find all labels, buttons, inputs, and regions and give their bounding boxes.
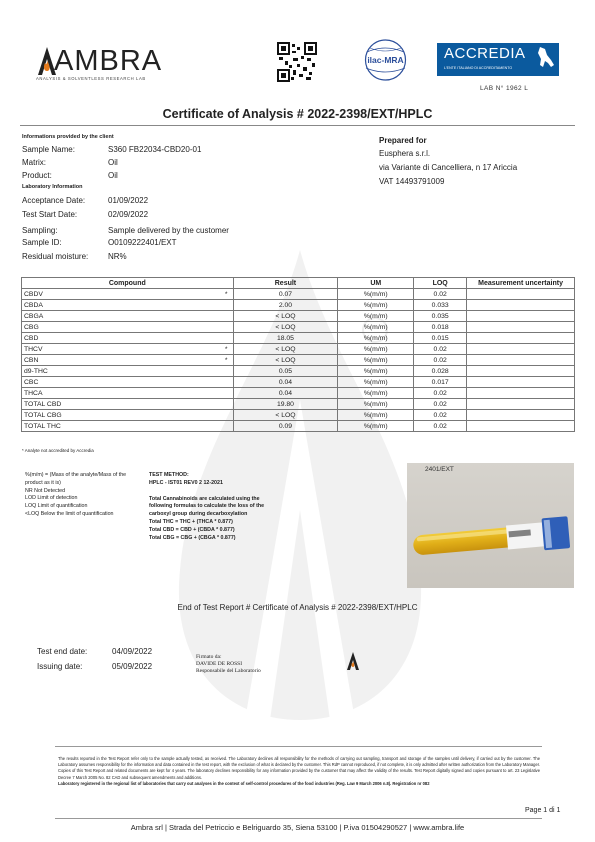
title-divider: [20, 125, 575, 126]
loq-cell-text: 0.035: [431, 312, 449, 320]
ambra-logo: [36, 45, 186, 85]
uncertainty-cell: [467, 311, 575, 322]
compound-cell: [22, 322, 234, 333]
table-row: [22, 388, 575, 399]
test-method: [149, 472, 279, 542]
compound-cell-text: CBDV: [24, 290, 43, 298]
table-row: [22, 322, 575, 333]
table-row: [22, 289, 575, 300]
um-cell: [338, 311, 414, 322]
loq-cell: [414, 300, 467, 311]
not-accredited-marker: *: [224, 290, 228, 298]
um-cell-text: %(m/m): [363, 323, 388, 331]
result-cell-text: 18.05: [276, 334, 294, 342]
loq-cell-text: 0.02: [433, 290, 447, 298]
result-cell-text: 0.05: [278, 367, 293, 375]
result-cell-text: < LOQ: [275, 323, 296, 331]
sample-name-label: Sample Name:: [22, 145, 75, 154]
table-row: [22, 333, 575, 344]
legend-item: LOQ Limit of quantification: [25, 503, 88, 510]
signer-name: DAVIDE DE ROSSI: [196, 661, 243, 667]
loq-cell: [414, 322, 467, 333]
loq-cell-text: 0.018: [431, 323, 449, 331]
method-description: Total Cannabinoids are calculated using the following formulas to calculate the loss of the carboxyl group during decarboxylation: [149, 495, 265, 518]
qr-code-icon: [277, 42, 317, 82]
loq-cell: [414, 388, 467, 399]
result-cell: [233, 333, 338, 344]
compound-cell: [22, 410, 234, 421]
table-row: [22, 399, 575, 410]
test-end-date-label: Test end date:: [37, 647, 88, 656]
photo-label: 2401/EXT: [425, 466, 454, 473]
loq-cell: [414, 399, 467, 410]
loq-cell: [414, 410, 467, 421]
table-row: [22, 377, 575, 388]
uncertainty-header: Measurement uncertainty: [467, 278, 575, 289]
result-cell-text: < LOQ: [275, 356, 296, 364]
table-row: [22, 355, 575, 366]
result-cell-text: 0.04: [278, 389, 293, 397]
loq-cell: [414, 289, 467, 300]
um-cell: [338, 333, 414, 344]
um-cell-text: %(m/m): [363, 400, 388, 408]
result-cell-text: 0.04: [278, 378, 293, 386]
result-cell-text: 19.80: [276, 400, 294, 408]
um-cell-text: %(m/m): [363, 312, 388, 320]
um-cell: [338, 410, 414, 421]
header: [0, 0, 595, 100]
accredia-text: ACCREDIA: [444, 45, 526, 62]
legend: [25, 472, 145, 519]
loq-cell-text: 0.017: [431, 378, 449, 386]
signer-role: Responsabile del Laboratorio: [196, 668, 261, 674]
um-cell: [338, 300, 414, 311]
results-table: [21, 277, 575, 432]
loq-cell-text: 0.02: [433, 345, 447, 353]
compound-cell-text: CBDA: [24, 301, 43, 309]
matrix-label: Matrix:: [22, 158, 46, 167]
result-cell: [233, 289, 338, 300]
result-cell: [233, 355, 338, 366]
loq-cell: [414, 421, 467, 432]
loq-cell: [414, 344, 467, 355]
acceptance-date-label: Acceptance Date:: [22, 196, 86, 205]
acceptance-date-value: 01/09/2022: [108, 196, 149, 205]
uncertainty-cell: [467, 399, 575, 410]
loq-cell: [414, 355, 467, 366]
uncertainty-cell: [467, 355, 575, 366]
compound-cell: [22, 355, 234, 366]
um-cell-text: %(m/m): [363, 378, 388, 386]
legend-item: %(m/m) = (Mass of the analyte/Mass of the product as it is): [25, 472, 127, 486]
loq-cell-text: 0.028: [431, 367, 449, 375]
um-cell-text: %(m/m): [363, 356, 388, 364]
loq-cell: [414, 366, 467, 377]
legend-item: LOD Limit of detection: [25, 495, 78, 502]
sample-photo: [407, 463, 574, 588]
um-cell-text: %(m/m): [363, 422, 388, 430]
compound-cell: [22, 300, 234, 311]
prepared-for-title: Prepared for: [379, 136, 427, 145]
uncertainty-cell: [467, 421, 575, 432]
loq-cell: [414, 377, 467, 388]
lab-section-label: Laboratory Information: [22, 184, 83, 190]
page-number: Page 1 di 1: [525, 807, 561, 814]
ambra-stamp-icon: [346, 652, 360, 670]
uncertainty-cell: [467, 333, 575, 344]
compound-cell: [22, 344, 234, 355]
compound-cell: [22, 399, 234, 410]
legend-item: <LOQ Below the limit of quantification: [25, 510, 114, 517]
um-cell: [338, 344, 414, 355]
um-cell: [338, 366, 414, 377]
loq-cell-text: 0.015: [431, 334, 449, 342]
compound-cell: [22, 289, 234, 300]
result-cell: [233, 399, 338, 410]
um-cell-text: %(m/m): [363, 411, 388, 419]
ilac-text: ilac-MRA: [367, 55, 404, 65]
um-cell: [338, 377, 414, 388]
registration-text: Laboratory registered in the regional list of laboratories that carry out analyses in the context of self-control procedures of the food industries (Reg. Law 9 March 2006 n.8). Registration nr 082: [58, 780, 430, 786]
loq-cell-text: 0.02: [433, 422, 447, 430]
bottom-divider: [55, 818, 542, 819]
table-row: [22, 300, 575, 311]
compound-cell: [22, 388, 234, 399]
loq-cell: [414, 333, 467, 344]
client-vat: VAT 14493791009: [379, 177, 445, 186]
sample-id-label: Sample ID:: [22, 238, 62, 247]
accreditation-note: * Analyte not accredited by Accredia: [22, 448, 94, 453]
end-of-report: End of Test Report # Certificate of Analysis # 2022-2398/EXT/HPLC: [177, 603, 418, 612]
test-end-date-value: 04/09/2022: [112, 647, 153, 656]
loq-cell-text: 0.02: [433, 389, 447, 397]
sample-name-value: S360 FB22034-CBD20-01: [108, 145, 202, 154]
uncertainty-cell: [467, 388, 575, 399]
compound-cell-text: CBGA: [24, 312, 44, 320]
footer-divider: [55, 746, 542, 747]
sampling-value: Sample delivered by the customer: [108, 226, 229, 235]
page-title: Certificate of Analysis # 2022-2398/EXT/HPLC: [162, 107, 433, 121]
uncertainty-cell: [467, 300, 575, 311]
signed-by-label: Firmato da:: [196, 654, 222, 660]
client-section-label: Informations provided by the client: [22, 134, 114, 140]
test-start-date-value: 02/09/2022: [108, 210, 149, 219]
legend-item: NR Not Detected: [25, 487, 66, 494]
loq-cell-text: 0.02: [433, 356, 447, 364]
formula-thc: Total THC = THC + (THCA * 0.877): [149, 518, 233, 525]
compound-cell-text: CBC: [24, 378, 39, 386]
issuing-date-label: Issuing date:: [37, 662, 83, 671]
loq-cell-text: 0.033: [431, 301, 449, 309]
not-accredited-marker: *: [224, 345, 228, 353]
um-cell-text: %(m/m): [363, 301, 388, 309]
result-cell: [233, 366, 338, 377]
um-header: UM: [338, 278, 414, 289]
table-header-row: [22, 278, 575, 289]
compound-cell-text: CBN: [24, 356, 39, 364]
um-cell-text: %(m/m): [363, 334, 388, 342]
compound-cell-text: TOTAL THC: [24, 422, 61, 430]
sample-vial-icon: [407, 463, 574, 588]
result-cell-text: < LOQ: [275, 312, 296, 320]
loq-cell: [414, 311, 467, 322]
compound-cell-text: TOTAL CBD: [24, 400, 62, 408]
loq-cell-text: 0.02: [433, 411, 447, 419]
not-accredited-marker: *: [224, 356, 228, 364]
result-cell-text: 0.09: [278, 422, 293, 430]
issuing-date-value: 05/09/2022: [112, 662, 153, 671]
compound-cell-text: TOTAL CBG: [24, 411, 62, 419]
result-cell: [233, 410, 338, 421]
compound-cell: [22, 366, 234, 377]
method-title: TEST METHOD:: [149, 472, 189, 478]
uncertainty-cell: [467, 289, 575, 300]
result-cell: [233, 388, 338, 399]
result-cell: [233, 421, 338, 432]
result-header: Result: [233, 278, 338, 289]
table-row: [22, 410, 575, 421]
residual-moisture-value: NR%: [108, 252, 127, 261]
uncertainty-cell: [467, 377, 575, 388]
test-start-date-label: Test Start Date:: [22, 210, 78, 219]
sample-id-value: O0109222401/EXT: [108, 238, 177, 247]
result-cell: [233, 300, 338, 311]
disclaimer: [58, 756, 540, 787]
client-name: Eusphera s.r.l.: [379, 149, 431, 158]
result-cell: [233, 344, 338, 355]
logo-subtitle: ANALYSIS & SOLVENTLESS RESEARCH LAB: [36, 76, 146, 81]
loq-header: LOQ: [414, 278, 467, 289]
um-cell: [338, 322, 414, 333]
um-cell: [338, 421, 414, 432]
disclaimer-text: The results reported in the Test Report refer only to the sample actually tested, as received. The Laboratory declines all responsibility for the methods of carrying out sampling, transport and storage of the samples until delivery, if carried out by the customer. The Laboratory assumes responsibility for the information and data contained in the test report, with the exclusion of what is declared by the customer. This RdP cannot reproduced, if not complete, it is only admitted after written authorization from the Laboratory Manager. Copies of this Test Report and related documents are kept for 4 years. The laboratory declines responsibility for any information provided by the customer that may affect the validity of the results. Test Report digitally signed and copies pursuant to art. 23 Legislative Decree 7 March 2005 No. 82 CAD and subsequent amendments and additions.: [58, 756, 540, 780]
um-cell-text: %(m/m): [363, 367, 388, 375]
uncertainty-cell: [467, 410, 575, 421]
um-cell-text: %(m/m): [363, 290, 388, 298]
sampling-label: Sampling:: [22, 226, 58, 235]
table-row: [22, 421, 575, 432]
uncertainty-cell: [467, 322, 575, 333]
product-label: Product:: [22, 171, 52, 180]
compound-cell-text: CBD: [24, 334, 39, 342]
compound-header: Compound: [22, 278, 234, 289]
result-cell: [233, 311, 338, 322]
um-cell-text: %(m/m): [363, 345, 388, 353]
result-cell: [233, 322, 338, 333]
method-code: HPLC - IST01 REV0 2 12-2021: [149, 479, 223, 486]
table-row: [22, 366, 575, 377]
table-row: [22, 311, 575, 322]
result-cell-text: 2.00: [278, 301, 293, 309]
compound-cell: [22, 421, 234, 432]
matrix-value: Oil: [108, 158, 118, 167]
accredia-subtitle: L'ENTE ITALIANO DI ACCREDITAMENTO: [444, 66, 513, 70]
compound-cell: [22, 333, 234, 344]
residual-moisture-label: Residual moisture:: [22, 252, 89, 261]
client-address: via Variante di Cancelliera, n 17 Ariccia: [379, 163, 518, 172]
company-address: Ambra srl | Strada del Petriccio e Belriguardo 35, Siena 53100 | P.iva 01504290527 | www.ambra.life: [130, 823, 465, 832]
uncertainty-cell: [467, 344, 575, 355]
result-cell-text: < LOQ: [275, 345, 296, 353]
formula-cbg: Total CBG = CBG + (CBGA * 0.877): [149, 534, 236, 541]
compound-cell-text: d9-THC: [24, 367, 48, 375]
ilac-mra-logo-icon: [357, 38, 414, 82]
compound-cell-text: THCA: [24, 389, 43, 397]
loq-cell-text: 0.02: [433, 400, 447, 408]
product-value: Oil: [108, 171, 118, 180]
um-cell: [338, 388, 414, 399]
result-cell: [233, 377, 338, 388]
signature-block: [196, 654, 261, 675]
compound-cell: [22, 311, 234, 322]
lab-number: LAB N° 1962 L: [480, 85, 529, 92]
result-cell-text: < LOQ: [275, 411, 296, 419]
compound-cell-text: THCV: [24, 345, 43, 353]
logo-text: AMBRA: [54, 45, 163, 77]
result-cell-text: 0.07: [278, 290, 293, 298]
formula-cbd: Total CBD = CBD + (CBDA * 0.877): [149, 526, 235, 533]
table-row: [22, 344, 575, 355]
compound-cell-text: CBG: [24, 323, 39, 331]
um-cell-text: %(m/m): [363, 389, 388, 397]
um-cell: [338, 399, 414, 410]
compound-cell: [22, 377, 234, 388]
uncertainty-cell: [467, 366, 575, 377]
um-cell: [338, 355, 414, 366]
um-cell: [338, 289, 414, 300]
